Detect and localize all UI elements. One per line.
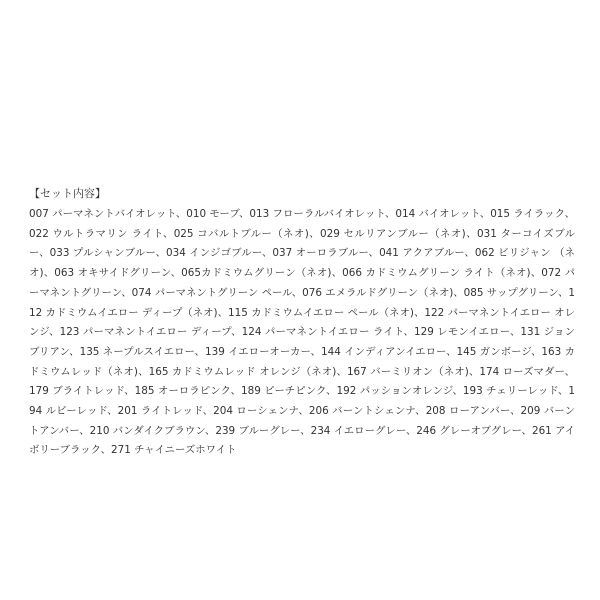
color-list-text: 007 パーマネントバイオレット、010 モーブ、013 フローラルバイオレット、014 バイオレット、015 ライラック、022 ウルトラマリン ライト、025 コバルトブルー（ネオ)、029 セルリアンブルー（ネオ)、031 ターコイズブルー、033 プルシャンブルー、034 インジゴブルー、037 オーロラブルー、041 アクアブルー、062 ビリジャン （ネオ)、063 オキサイドグリーン、065カドミウムグリーン（ネオ)、066 カドミウムグリーン ライト（ネオ)、072 パーマネントグリーン、074 パーマネントグリーン ペール、076 エメラルドグリーン（ネオ)、085 サップグリーン、112 カドミウムイエロー ディープ（ネオ)、115 カドミウムイエロー ペール（ネオ)、122 パーマネントイエロー オレンジ、123 パーマネントイエロー ディープ、124 パーマネントイエロー ライト、129 レモンイエロー、131 ジョンブリアン、135 ネープルスイエロー、139 イエローオーカー、144 インディアンイエロー、145 ガンボージ、163 カドミウムレッド（ネオ)、165 カドミウムレッド オレンジ（ネオ)、167 バーミリオン（ネオ)、174 ローズマダー、179 ブライトレッド、185 オーロラピンク、189 ピーチピンク、192 パッションオレンジ、193 チェリーレッド、194 ルビーレッド、201 ライトレッド、204 ローシェンナ、206 バーントシェンナ、208 ローアンバー、209 バーントアンバー、210 バンダイクブラウン、239 ブルーグレー、234 イエローグレー、246 グレーオブグレー、261 アイボリーブラック、271 チャイニーズホワイト	[29, 208, 575, 457]
section-heading: 【セット内容】	[29, 187, 106, 200]
set-contents-section	[29, 186, 575, 461]
